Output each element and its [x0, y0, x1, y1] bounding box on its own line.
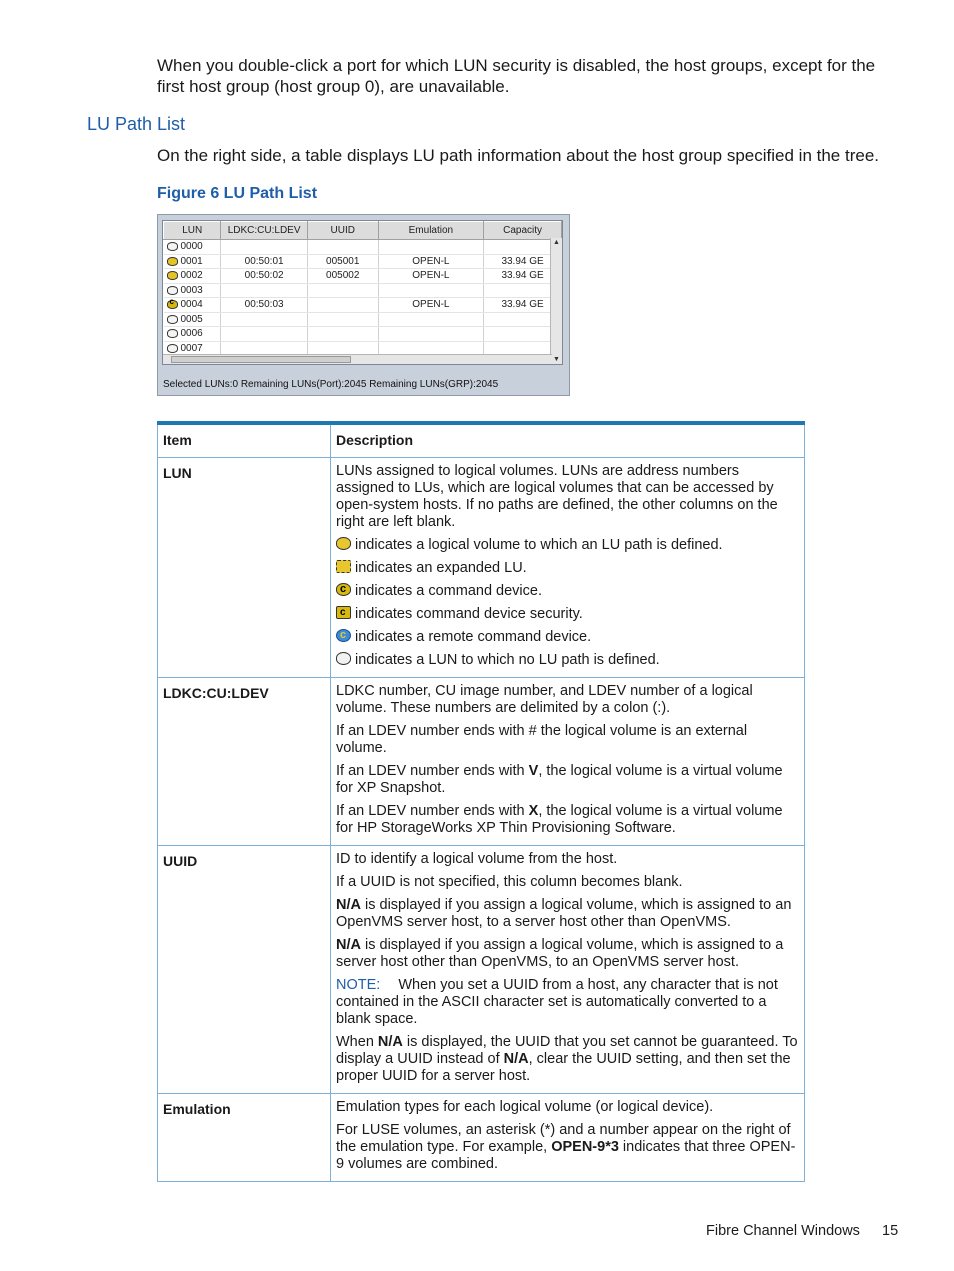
table-row[interactable] — [164, 240, 562, 255]
item-emulation: Emulation — [158, 1094, 331, 1182]
lu-path-defined-icon — [336, 537, 351, 550]
description-uuid — [331, 846, 805, 1094]
uuid-cell-text: 005001 — [326, 255, 360, 267]
lun-cell-text: 0000 — [180, 241, 203, 253]
lun-icon-expanded-text: indicates an expanded LU. — [355, 560, 527, 576]
description-ldev — [331, 678, 805, 846]
vertical-scrollbar[interactable] — [550, 238, 562, 365]
ldev-p3-text-a: If an LDEV number ends with — [336, 763, 529, 779]
table-row[interactable] — [164, 327, 562, 342]
uuid-note — [336, 977, 799, 1028]
ldev-cell-text: 00:50:01 — [244, 255, 284, 267]
expanded-lu-icon — [336, 560, 351, 573]
table-row-emulation — [158, 1094, 805, 1182]
intro-paragraph: When you double-click a port for which LUN security is disabled, the host groups, except for the first host group (host group 0), are unavailable. — [157, 56, 876, 96]
description-lun — [331, 458, 805, 678]
column-header-uuid[interactable]: UUID — [307, 222, 378, 240]
emulation-cell-text: OPEN-L — [412, 255, 450, 267]
section-heading: LU Path List — [87, 114, 186, 134]
ldev-cell-text: 00:50:03 — [244, 299, 284, 311]
emulation-cell — [378, 269, 484, 284]
emulation-cell — [378, 240, 484, 255]
capacity-cell-text: 33.94 GE — [501, 299, 544, 311]
uuid-p3-text: is displayed if you assign a logical volume, which is assigned to an OpenVMS server host, to a server host other than OpenVMS. — [336, 897, 792, 930]
table-row[interactable] — [164, 269, 562, 284]
emulation-cell-text: OPEN-L — [412, 270, 450, 282]
lun-cell-text: 0002 — [180, 270, 203, 282]
table-row[interactable] — [164, 283, 562, 298]
emulation-cell — [378, 298, 484, 313]
scroll-up-icon[interactable]: ▲ — [553, 239, 560, 246]
lun-cell-text: 0001 — [180, 255, 203, 267]
uuid-p4-text: is displayed if you assign a logical volume, which is assigned to a server host other than OpenVMS, to an OpenVMS server host. — [336, 937, 784, 970]
ldev-cell — [221, 312, 307, 327]
lun-icon-expanded-line — [336, 560, 799, 577]
ldev-cell — [221, 240, 307, 255]
lun-no-path-icon — [167, 242, 178, 251]
lun-no-path-icon — [167, 344, 178, 353]
lun-icon-none-text: indicates a LUN to which no LU path is defined. — [355, 652, 660, 668]
emulation-cell — [378, 254, 484, 269]
section-paragraph: On the right side, a table displays LU path information about the host group specified in the tree. — [157, 146, 879, 165]
footer-section-title: Fibre Channel Windows — [706, 1223, 860, 1239]
emulation-p2-text-a: For LUSE volumes, an asterisk (*) and a number appear on the right of the emulation type. For example, — [336, 1122, 791, 1155]
column-header-lun[interactable]: LUN — [164, 222, 221, 240]
table-header-row — [158, 423, 805, 458]
uuid-cell — [307, 283, 378, 298]
emulation-p1: Emulation types for each logical volume (or logical device). — [336, 1099, 714, 1115]
column-header-ldev[interactable]: LDKC:CU:LDEV — [221, 222, 307, 240]
command-device-security-icon — [336, 606, 351, 619]
uuid-p5-bold-b: N/A — [377, 1034, 403, 1050]
ldev-cell — [221, 298, 307, 313]
lun-cell — [164, 312, 221, 327]
lun-icon-remote-text: indicates a remote command device. — [355, 629, 592, 645]
lu-path-list-screenshot — [157, 214, 570, 396]
table-row[interactable] — [164, 312, 562, 327]
page-number: 15 — [882, 1223, 899, 1239]
lun-cell — [164, 298, 221, 313]
description-emulation — [331, 1094, 805, 1182]
lun-cell-text: 0006 — [180, 328, 203, 340]
uuid-cell — [307, 254, 378, 269]
lun-icon-none-line — [336, 652, 799, 669]
lun-path-defined-icon — [167, 271, 178, 280]
lun-icon-path-text: indicates a logical volume to which an LU path is defined. — [355, 537, 723, 553]
command-device-icon — [336, 583, 351, 596]
lun-icon-security-text: indicates command device security. — [355, 606, 583, 622]
figure-caption: Figure 6 LU Path List — [157, 185, 318, 202]
uuid-p1: ID to identify a logical volume from the host. — [336, 851, 618, 867]
ldev-p2: If an LDEV number ends with # the logical volume is an external volume. — [336, 723, 748, 756]
ldev-cell — [221, 283, 307, 298]
uuid-p5-bold-d: N/A — [503, 1051, 529, 1067]
lun-command-device-icon — [167, 300, 178, 309]
lun-cell — [164, 240, 221, 255]
uuid-cell — [307, 298, 378, 313]
uuid-p5-text-e: , clear the UUID setting, and then set the proper UUID for a server host. — [336, 1051, 791, 1084]
uuid-cell — [307, 269, 378, 284]
ldev-cell-text: 00:50:02 — [244, 270, 284, 282]
lun-no-path-icon — [167, 286, 178, 295]
horizontal-scroll-thumb[interactable] — [171, 356, 351, 363]
item-uuid: UUID — [158, 846, 331, 1094]
lun-cell-text: 0004 — [180, 299, 203, 311]
lu-path-table-viewport — [162, 220, 563, 365]
table-row[interactable] — [164, 254, 562, 269]
table-row[interactable] — [164, 298, 562, 313]
header-item: Item — [158, 423, 331, 458]
lun-no-path-icon — [167, 315, 178, 324]
ldev-p4-text-a: If an LDEV number ends with — [336, 803, 529, 819]
capacity-cell-text: 33.94 GE — [501, 255, 544, 267]
uuid-p5 — [336, 1034, 799, 1085]
emulation-cell — [378, 312, 484, 327]
note-label: NOTE: — [336, 977, 381, 993]
lun-no-path-icon — [167, 329, 178, 338]
lun-icon-remote-line — [336, 629, 799, 646]
header-description: Description — [331, 423, 805, 458]
uuid-p4 — [336, 937, 799, 971]
lun-cell — [164, 283, 221, 298]
uuid-cell — [307, 240, 378, 255]
emulation-cell — [378, 283, 484, 298]
scroll-down-icon[interactable]: ▼ — [553, 356, 560, 363]
ldev-p3-text-c: , the logical volume is a virtual volume for XP Snapshot. — [336, 763, 783, 796]
no-lu-path-icon — [336, 652, 351, 665]
ldev-cell — [221, 254, 307, 269]
uuid-cell-text: 005002 — [326, 270, 360, 282]
emulation-p2 — [336, 1122, 799, 1173]
lun-cell — [164, 269, 221, 284]
lun-description: LUNs assigned to logical volumes. LUNs are address numbers assigned to LUs, which are logical volumes that can be accessed by open-system hosts. If no paths are defined, the other columns on the right are left blank. — [336, 463, 778, 530]
uuid-p2: If a UUID is not specified, this column becomes blank. — [336, 874, 683, 890]
capacity-cell-text: 33.94 GE — [501, 270, 544, 282]
emulation-p2-text-c: indicates that three OPEN-9 volumes are combined. — [336, 1139, 796, 1172]
lun-icon-security-line — [336, 606, 799, 623]
table-row-uuid — [158, 846, 805, 1094]
emulation-cell — [378, 327, 484, 342]
ldev-cell — [221, 269, 307, 284]
lun-icon-command-text: indicates a command device. — [355, 583, 542, 599]
ldev-p3 — [336, 763, 799, 797]
note-text: When you set a UUID from a host, any character that is not contained in the ASCII character set is automatically converted to a blank space. — [336, 977, 778, 1027]
uuid-p3 — [336, 897, 799, 931]
item-ldev: LDKC:CU:LDEV — [158, 678, 331, 846]
status-bar: Selected LUNs:0 Remaining LUNs(Port):2045 Remaining LUNs(GRP):2045 — [163, 379, 499, 390]
emulation-cell-text: OPEN-L — [412, 299, 450, 311]
lun-icon-path-line — [336, 537, 799, 554]
ldev-p3-bold: V — [528, 763, 539, 779]
uuid-cell — [307, 327, 378, 342]
horizontal-scrollbar[interactable] — [163, 354, 552, 364]
table-row-ldev — [158, 678, 805, 846]
ldev-p4-bold: X — [528, 803, 539, 819]
lun-icon-command-line — [336, 583, 799, 600]
lun-path-defined-icon — [167, 257, 178, 266]
lun-cell-text: 0005 — [180, 313, 203, 325]
emulation-p2-bold: OPEN-9*3 — [551, 1139, 619, 1155]
item-lun: LUN — [158, 458, 331, 678]
uuid-p3-bold: N/A — [336, 897, 361, 913]
table-row-lun — [158, 458, 805, 678]
ldev-p1: LDKC number, CU image number, and LDEV number of a logical volume. These numbers are delimited by a colon (:). — [336, 683, 753, 716]
lu-path-description-table — [157, 421, 805, 1182]
lun-cell — [164, 327, 221, 342]
remote-command-device-icon — [336, 629, 351, 642]
uuid-p5-text-a: When — [336, 1034, 378, 1050]
uuid-p4-bold: N/A — [336, 937, 361, 953]
column-header-capacity[interactable]: Capacity — [484, 222, 562, 240]
lu-path-table — [163, 221, 562, 365]
lun-cell-text: 0007 — [180, 342, 203, 354]
uuid-p5-text-c: is displayed, the UUID that you set cannot be guaranteed. To display a UUID instead of — [336, 1034, 798, 1067]
lun-cell-text: 0003 — [180, 284, 203, 296]
ldev-p4 — [336, 803, 799, 837]
ldev-p4-text-c: , the logical volume is a virtual volume for HP StorageWorks XP Thin Provisioning Software. — [336, 803, 783, 836]
lun-cell — [164, 254, 221, 269]
ldev-cell — [221, 327, 307, 342]
column-header-emulation[interactable]: Emulation — [378, 222, 484, 240]
uuid-cell — [307, 312, 378, 327]
